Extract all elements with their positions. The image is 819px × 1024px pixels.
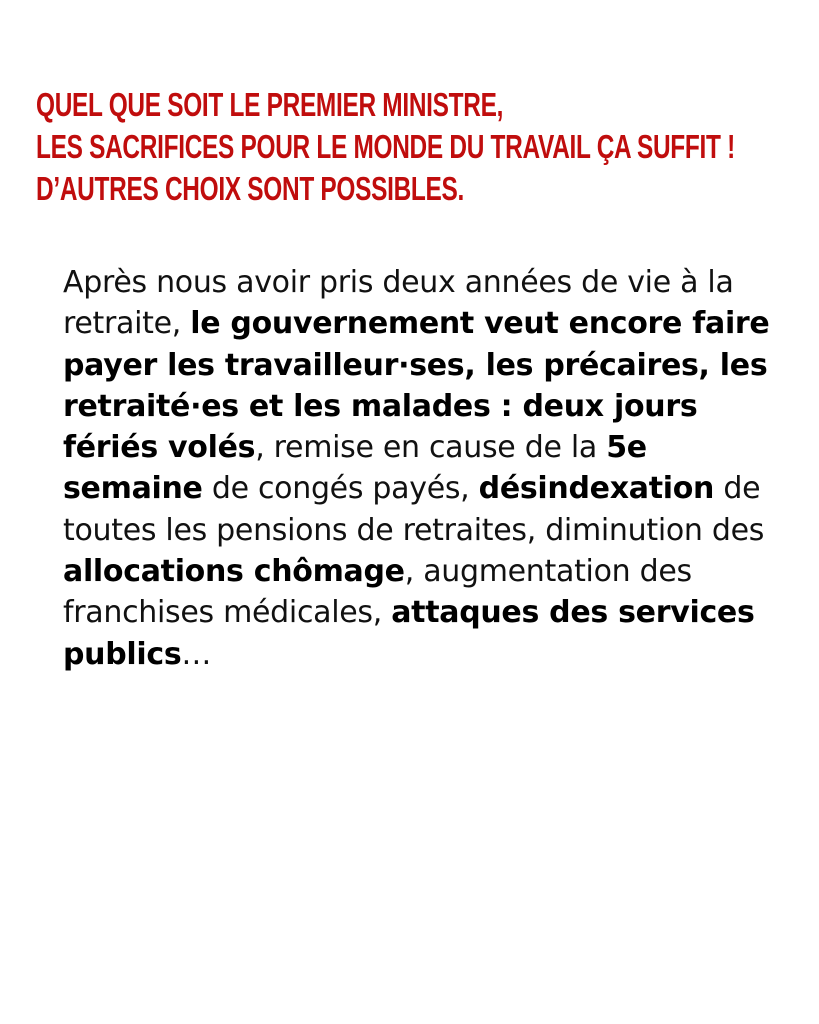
body-bold-2: 5e semaine	[63, 430, 647, 507]
headline	[36, 84, 735, 210]
body-bold-5: attaques des services publics	[63, 595, 755, 672]
body-text-5: , augmentation des franchises médicales,	[63, 554, 692, 631]
body-bold-3: désindexation	[478, 471, 715, 507]
body-bold-4: allocations chômage	[63, 554, 405, 590]
body-text-4: de toutes les pensions de retraites, diminution des	[63, 471, 765, 548]
headline-line-2: LES SACRIFICES POUR LE MONDE DU TRAVAIL ÇA SUFFIT !	[36, 128, 735, 165]
body-text-6: …	[181, 636, 212, 672]
body-text-3: de congés payés,	[202, 471, 479, 507]
headline-line-3: D’AUTRES CHOIX SONT POSSIBLES.	[36, 170, 465, 207]
body-text-1: Après nous avoir pris deux années de vie à la retraite,	[63, 265, 734, 342]
body-paragraph	[63, 262, 783, 675]
headline-line-1: QUEL QUE SOIT LE PREMIER MINISTRE,	[36, 86, 504, 123]
body-text-2: , remise en cause de la	[255, 430, 607, 466]
body-bold-1: le gouvernement veut encore faire payer les travailleur·ses, les précaires, les retraité·es et les malades : deux jours fériés volés	[63, 306, 770, 466]
